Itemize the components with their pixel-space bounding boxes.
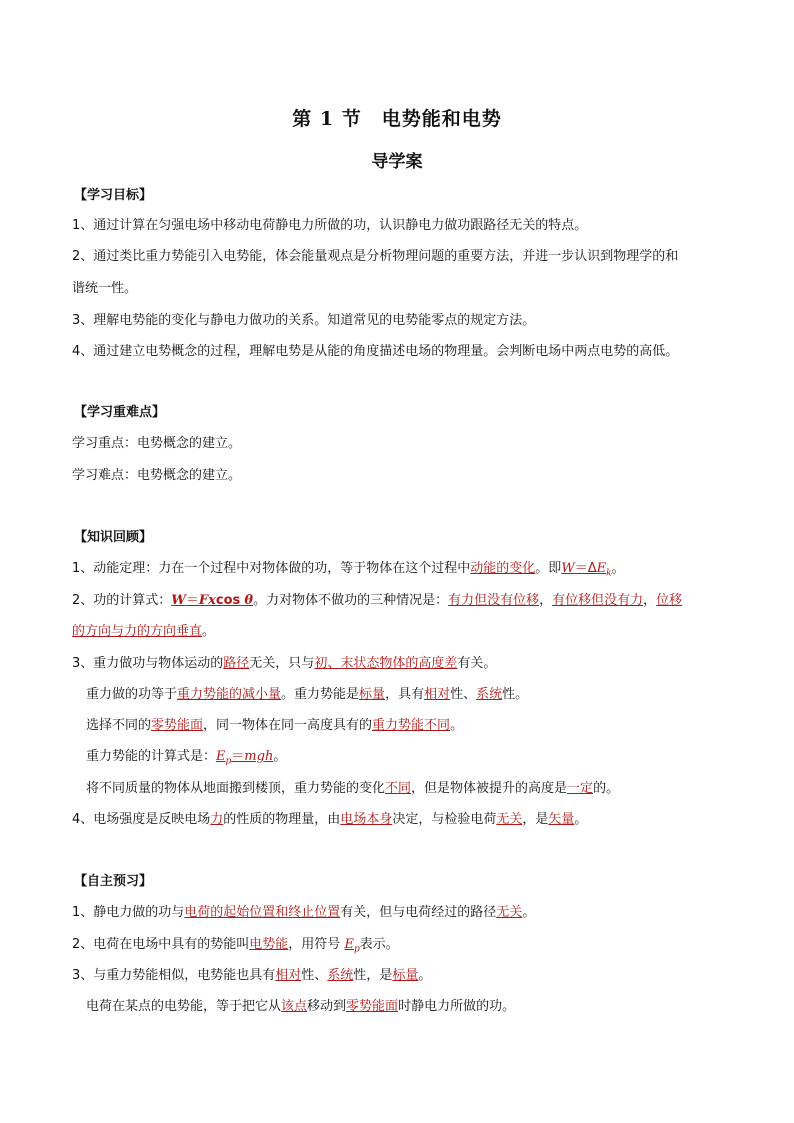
review-item-2 <box>72 592 682 610</box>
text: 2、电荷在电场中具有的势能叫 <box>72 937 250 952</box>
answer-blank: 重力势能不同 <box>372 718 451 733</box>
text: 。 <box>273 749 287 764</box>
symbol: E <box>596 561 607 576</box>
text: ，具有 <box>385 687 425 702</box>
text: 无关，只与 <box>249 656 315 671</box>
subscript: p <box>353 944 360 955</box>
text: 表示。 <box>359 937 399 952</box>
answer-blank: 电荷的起始位置和终止位置 <box>184 905 341 920</box>
text: 。重力势能是 <box>281 687 360 702</box>
answer-blank: 的方向与力的方向垂直 <box>72 624 203 639</box>
symbol: E <box>216 749 226 764</box>
answer-blank: 标量 <box>359 687 386 702</box>
text: 重力做的功等于 <box>86 687 178 702</box>
text: 时静电力所做的功。 <box>398 999 516 1014</box>
page-subtitle: 导学案 <box>371 152 423 172</box>
text: 。 <box>418 968 432 983</box>
answer-formula <box>344 937 360 955</box>
text: 。即 <box>535 561 562 576</box>
section-heading-preview: 【自主预习】 <box>74 874 153 889</box>
answer-blank: 有位移但没有力 <box>552 593 644 608</box>
text: 。力对物体不做功的三种情况是： <box>253 593 449 608</box>
text: 性，是 <box>353 968 393 983</box>
text: 将不同质量的物体从地面搬到楼顶，重力势能的变化 <box>86 781 386 796</box>
answer-blank: 重力势能的减小量 <box>177 687 282 702</box>
text: ，是 <box>522 812 549 827</box>
answer-blank: 电势能 <box>249 937 289 952</box>
answer-blank: 初、末状态物体的高度差 <box>314 656 458 671</box>
subscript: p <box>225 756 232 767</box>
text: 重力势能的计算式是： <box>86 749 217 764</box>
text: 性、 <box>450 687 477 702</box>
section-heading-goals: 【学习目标】 <box>74 188 153 203</box>
symbol: Fx <box>198 593 216 608</box>
text: 。 <box>522 905 536 920</box>
text: 性、 <box>301 968 328 983</box>
preview-item-3 <box>72 967 431 985</box>
section-heading-keypoints: 【学习重难点】 <box>74 405 166 420</box>
answer-formula <box>171 593 253 608</box>
answer-blank: 力 <box>210 812 224 827</box>
key-point: 学习重点：电势概念的建立。 <box>72 436 242 451</box>
answer-blank: 系统 <box>327 968 354 983</box>
answer-blank: 一定 <box>567 781 594 796</box>
page-title: 第 1 节 电势能和电势 <box>292 108 502 130</box>
text: 有关。 <box>457 656 497 671</box>
text: 电荷在某点的电势能，等于把它从 <box>86 999 282 1014</box>
text: 移动到 <box>307 999 347 1014</box>
answer-blank: 无关 <box>496 905 523 920</box>
symbol: E <box>344 937 354 952</box>
review-item-3b <box>86 686 528 704</box>
answer-blank: 系统 <box>476 687 503 702</box>
goal-2: 2、通过类比重力势能引入电势能，体会能量观点是分析物理问题的重要方法，并进一步认识到物理学的和 <box>72 249 679 264</box>
text: 有关，但与电荷经过的路径 <box>340 905 497 920</box>
text: 1、动能定理：力在一个过程中对物体做的功，等于物体在这个过程中 <box>72 561 471 576</box>
text: 的性质的物理量，由 <box>223 812 341 827</box>
answer-blank: 位移 <box>656 593 683 608</box>
review-item-3d <box>86 748 286 771</box>
symbol: cos <box>215 593 241 608</box>
symbol: ＝ <box>231 749 245 764</box>
text: 。 <box>611 561 625 576</box>
text: ，但是物体被提升的高度是 <box>411 781 568 796</box>
text: 2、功的计算式： <box>72 593 172 608</box>
text: 。 <box>574 812 588 827</box>
text: 1、静电力做的功与 <box>72 905 185 920</box>
answer-blank: 无关 <box>496 812 523 827</box>
text: ，用符号 <box>288 937 345 952</box>
text: ， <box>643 593 657 608</box>
review-item-2-cont <box>72 623 215 641</box>
text: 4、电场强度是反映电场 <box>72 812 211 827</box>
text: 的。 <box>593 781 620 796</box>
answer-blank: 有力但没有位移 <box>448 593 540 608</box>
symbol: θ <box>244 593 254 608</box>
text: ，同一物体在同一高度具有的 <box>203 718 373 733</box>
subscript: k <box>606 568 612 579</box>
goal-2-cont: 谐统一性。 <box>72 281 138 296</box>
answer-blank: 矢量 <box>548 812 575 827</box>
review-item-1 <box>72 560 625 583</box>
answer-blank: 标量 <box>392 968 419 983</box>
answer-formula <box>561 561 612 579</box>
answer-blank: 电场本身 <box>340 812 393 827</box>
goal-1: 1、通过计算在匀强电场中移动电荷静电力所做的功，认识静电力做功跟路径无关的特点。 <box>72 218 588 233</box>
symbol: W <box>561 561 575 576</box>
symbol: ＝ <box>185 593 199 608</box>
section-heading-review: 【知识回顾】 <box>74 530 153 545</box>
hard-point: 学习难点：电势概念的建立。 <box>72 468 242 483</box>
answer-blank: 路径 <box>223 656 250 671</box>
answer-blank: 零势能面 <box>151 718 204 733</box>
answer-formula <box>216 749 274 767</box>
answer-blank: 相对 <box>275 968 302 983</box>
answer-blank: 动能的变化 <box>470 561 536 576</box>
text: ， <box>539 593 553 608</box>
text: 选择不同的 <box>86 718 152 733</box>
review-item-3 <box>72 655 496 673</box>
review-item-4 <box>72 811 587 829</box>
preview-item-2 <box>72 936 399 959</box>
answer-blank: 不同 <box>385 781 412 796</box>
text: 决定，与检验电荷 <box>392 812 497 827</box>
review-item-3e <box>86 780 619 798</box>
goal-3: 3、理解电势能的变化与静电力做功的关系。知道常见的电势能零点的规定方法。 <box>72 313 536 328</box>
answer-blank: 该点 <box>281 999 308 1014</box>
preview-item-3b <box>86 998 515 1016</box>
text: 。 <box>202 624 216 639</box>
answer-blank: 相对 <box>424 687 451 702</box>
answer-blank: 零势能面 <box>346 999 399 1014</box>
symbol: ＝Δ <box>574 561 597 576</box>
symbol: W <box>171 593 186 608</box>
text: 。 <box>450 718 464 733</box>
text: 性。 <box>502 687 529 702</box>
text: 3、与重力势能相似，电势能也具有 <box>72 968 276 983</box>
goal-4: 4、通过建立电势概念的过程，理解电势是从能的角度描述电场的物理量。会判断电场中两点电势的高低。 <box>72 344 679 359</box>
text: 3、重力做功与物体运动的 <box>72 656 224 671</box>
review-item-3c <box>86 717 463 735</box>
symbol: mgh <box>244 749 274 764</box>
preview-item-1 <box>72 904 535 922</box>
